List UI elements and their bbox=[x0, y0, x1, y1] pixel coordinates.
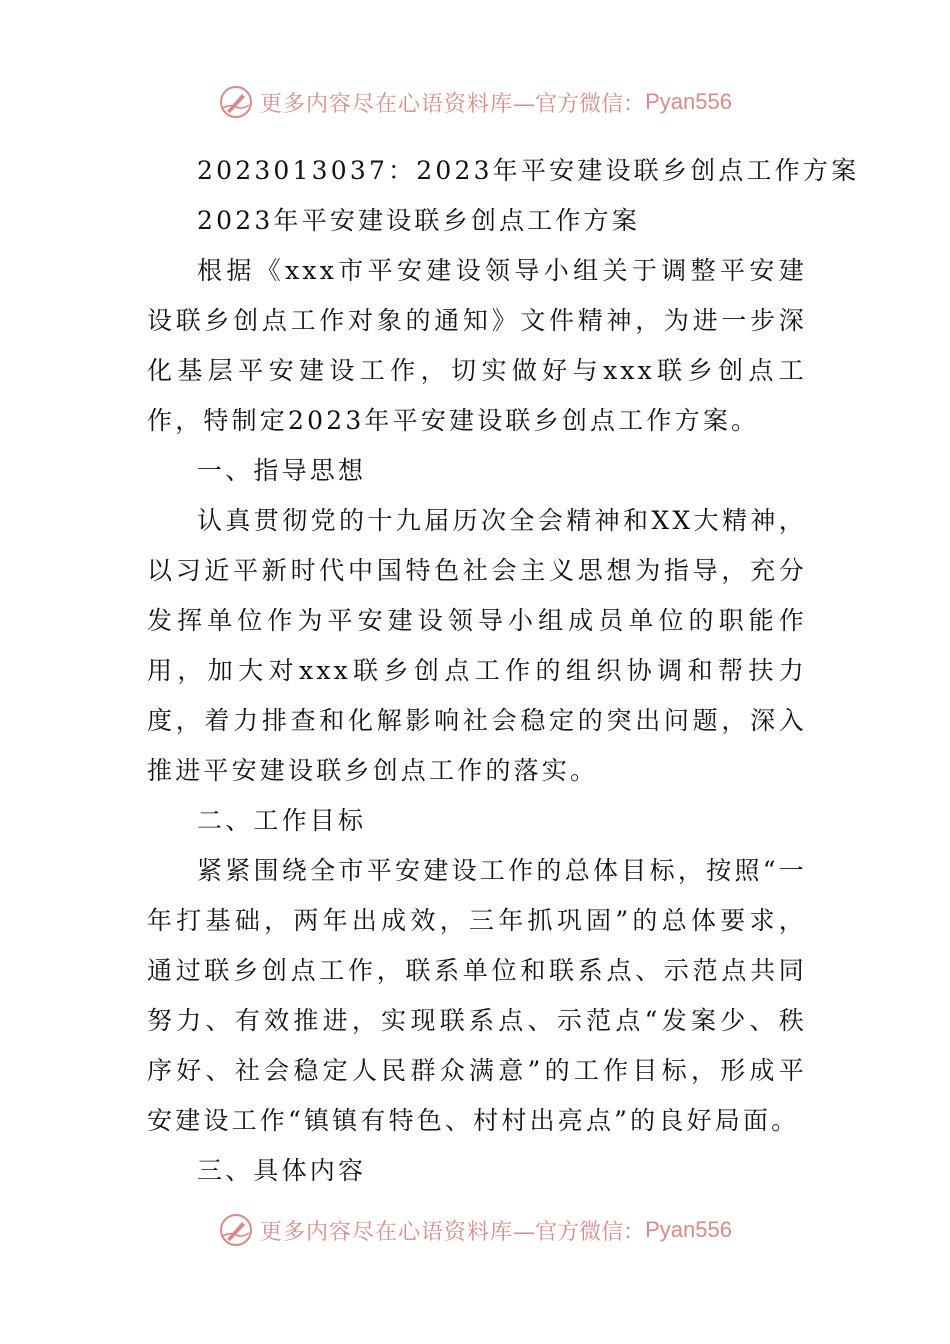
guiding-ideology-paragraph: 认真贯彻党的十九届历次全会精神和XX大精神，以习近平新时代中国特色社会主义思想为指导，充分发挥单位作为平安建设领导小组成员单位的职能作用，加大对xxx联乡创点工作的组织协调和帮扶力度，着力排查和化解影响社会稳定的突出问题，深入推进平安建设联乡创点工作的落实。 bbox=[147, 506, 807, 785]
section-heading-guiding-ideology: 一、指导思想 bbox=[197, 456, 367, 485]
work-goals-paragraph: 紧紧围绕全市平安建设工作的总体目标，按照“一年打基础，两年出成效，三年抓巩固”的总体要求，通过联乡创点工作，联系单位和联系点、示范点共同努力、有效推进，实现联系点、示范点“发案少、秩序好、社会稳定人民群众满意”的工作目标，形成平安建设工作“镇镇有特色、村村出亮点”的良好局面。 bbox=[147, 856, 807, 1135]
watermark-banner-bottom bbox=[0, 1210, 950, 1250]
watermark-separator: —官方微信： bbox=[513, 1219, 646, 1245]
file-title: 2023013037：2023年平安建设联乡创点工作方案 bbox=[197, 156, 860, 185]
pen-logo-icon bbox=[218, 1212, 254, 1248]
document-body bbox=[147, 146, 860, 1196]
document-title: 2023年平安建设联乡创点工作方案 bbox=[197, 206, 641, 235]
watermark-text: 更多内容尽在心语资料库 bbox=[260, 91, 514, 117]
intro-paragraph: 根据《xxx市平安建设领导小组关于调整平安建设联乡创点工作对象的通知》文件精神，为进一步深化基层平安建设工作，切实做好与xxx联乡创点工作，特制定2023年平安建设联乡创点工作方案。 bbox=[147, 256, 807, 435]
watermark-account: Pyan556 bbox=[645, 1217, 732, 1242]
watermark-account: Pyan556 bbox=[645, 89, 732, 114]
section-heading-work-goals: 二、工作目标 bbox=[197, 806, 367, 835]
watermark-text: 更多内容尽在心语资料库 bbox=[260, 1219, 514, 1245]
watermark-banner-top bbox=[0, 82, 950, 122]
watermark-separator: —官方微信： bbox=[513, 91, 646, 117]
pen-logo-icon bbox=[218, 84, 254, 120]
section-heading-specific-content: 三、具体内容 bbox=[197, 1156, 367, 1185]
